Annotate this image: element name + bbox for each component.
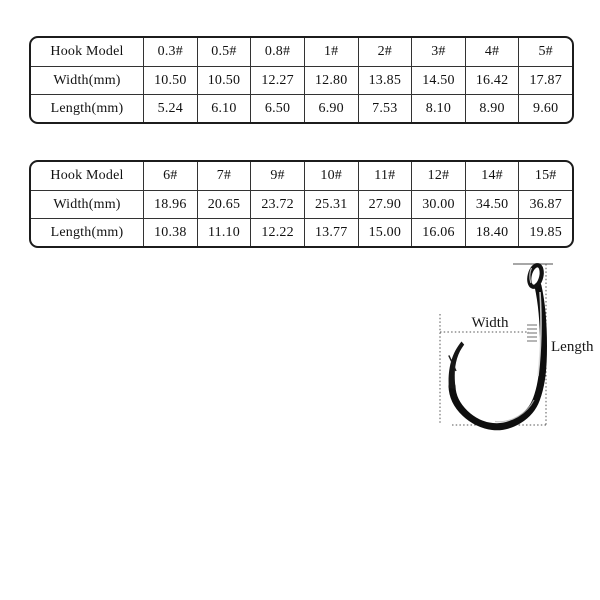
value-cell: 12.22 xyxy=(250,218,304,246)
value-cell: 23.72 xyxy=(250,190,304,218)
value-cell: 4# xyxy=(465,38,519,66)
value-cell: 10.38 xyxy=(143,218,197,246)
value-cell: 7.53 xyxy=(358,94,412,122)
value-cell: 10.50 xyxy=(197,66,251,94)
value-cell: 1# xyxy=(304,38,358,66)
value-cell: 15.00 xyxy=(358,218,412,246)
value-cell: 19.85 xyxy=(518,218,572,246)
value-cell: 10.50 xyxy=(143,66,197,94)
hook-point xyxy=(449,342,465,390)
value-cell: 18.96 xyxy=(143,190,197,218)
value-cell: 9.60 xyxy=(518,94,572,122)
value-cell: 8.10 xyxy=(411,94,465,122)
value-cell: 12.27 xyxy=(250,66,304,94)
row-header-cell: Hook Model xyxy=(50,168,124,183)
value-cell: 25.31 xyxy=(304,190,358,218)
row-header-cell: Length(mm) xyxy=(31,218,143,246)
value-cell: 14.50 xyxy=(411,66,465,94)
row-header-cell: Width(mm) xyxy=(31,190,143,218)
row-header-cell: Length(mm) xyxy=(31,94,143,122)
value-cell: 36.87 xyxy=(518,190,572,218)
value-cell: 8.90 xyxy=(465,94,519,122)
value-cell: 15# xyxy=(518,162,572,190)
value-cell: 6.10 xyxy=(197,94,251,122)
fishhook-illustration xyxy=(449,264,544,427)
value-cell: 5# xyxy=(518,38,572,66)
value-cell: 20.65 xyxy=(197,190,251,218)
value-cell: 0.3# xyxy=(143,38,197,66)
value-cell: 6.50 xyxy=(250,94,304,122)
value-cell: 10# xyxy=(304,162,358,190)
value-cell: 2# xyxy=(358,38,412,66)
value-cell: 11# xyxy=(358,162,412,190)
length-label: Length xyxy=(551,339,594,355)
hook-spec-table-large-sizes xyxy=(29,160,574,248)
value-cell: 13.85 xyxy=(358,66,412,94)
value-cell: 12.80 xyxy=(304,66,358,94)
value-cell: 3# xyxy=(411,38,465,66)
row-header-cell: Hook Model xyxy=(50,44,124,59)
value-cell: 11.10 xyxy=(197,218,251,246)
value-cell: 34.50 xyxy=(465,190,519,218)
row-header-cell: Width(mm) xyxy=(31,66,143,94)
value-cell: 17.87 xyxy=(518,66,572,94)
value-cell: 30.00 xyxy=(411,190,465,218)
value-cell: 13.77 xyxy=(304,218,358,246)
hook-measurement-diagram xyxy=(430,248,600,440)
value-cell: 16.06 xyxy=(411,218,465,246)
value-cell: 18.40 xyxy=(465,218,519,246)
width-label: Width xyxy=(471,315,509,331)
value-cell: 0.5# xyxy=(197,38,251,66)
value-cell: 7# xyxy=(197,162,251,190)
value-cell: 6.90 xyxy=(304,94,358,122)
hook-spec-table-small-sizes xyxy=(29,36,574,124)
value-cell: 5.24 xyxy=(143,94,197,122)
value-cell: 6# xyxy=(143,162,197,190)
value-cell: 14# xyxy=(465,162,519,190)
value-cell: 16.42 xyxy=(465,66,519,94)
value-cell: 27.90 xyxy=(358,190,412,218)
value-cell: 9# xyxy=(250,162,304,190)
value-cell: 12# xyxy=(411,162,465,190)
value-cell: 0.8# xyxy=(250,38,304,66)
shank-tick-marks xyxy=(527,325,537,341)
